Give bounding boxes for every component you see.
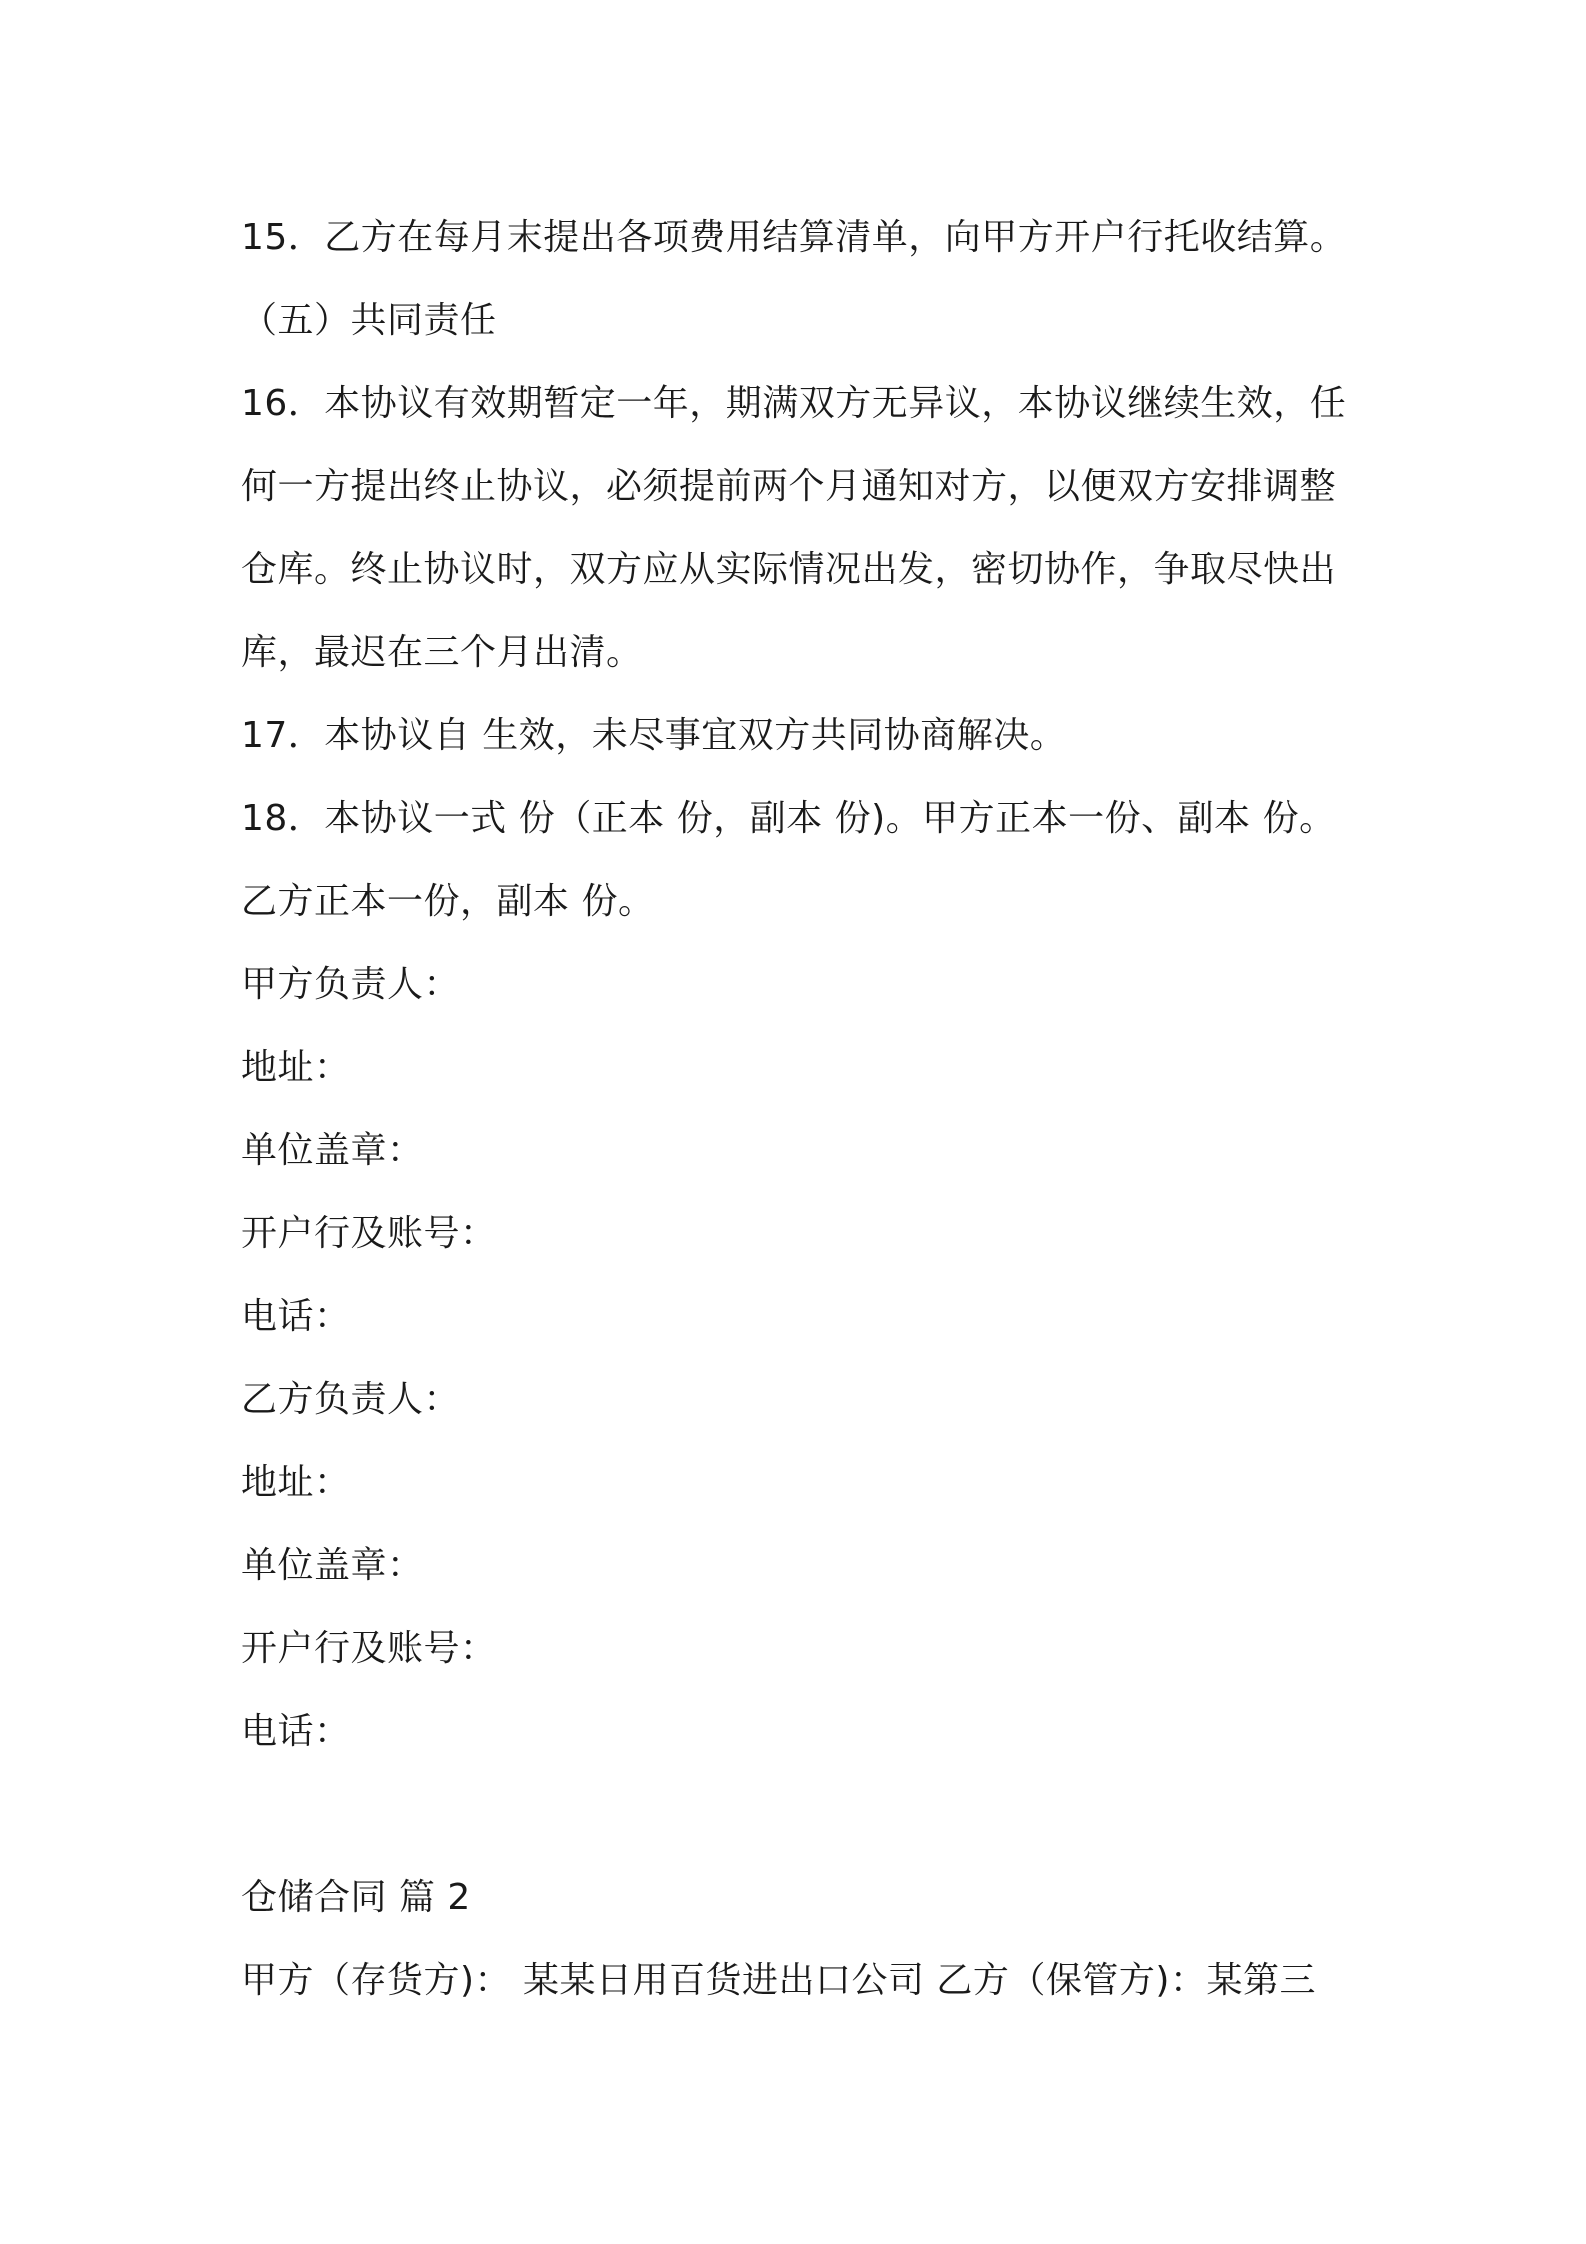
clause-16-line-2: 何一方提出终止协议，必须提前两个月通知对方，以便双方安排调整 xyxy=(241,466,1337,507)
party-b-address-label: 地址： xyxy=(241,1462,351,1503)
clause-16-line-1: 16．本协议有效期暂定一年，期满双方无异议，本协议继续生效，任 xyxy=(241,383,1347,424)
party-b-responsible-label: 乙方负责人： xyxy=(241,1379,461,1420)
clause-16-line-3: 仓库。终止协议时，双方应从实际情况出发，密切协作，争取尽快出 xyxy=(241,549,1337,590)
clause-17: 17．本协议自 生效，未尽事宜双方共同协商解决。 xyxy=(241,715,1067,756)
party-a-bank-label: 开户行及账号： xyxy=(241,1213,497,1254)
next-contract-title: 仓储合同 篇 2 xyxy=(241,1877,471,1918)
party-a-responsible-label: 甲方负责人： xyxy=(241,964,461,1005)
party-b-bank-label: 开户行及账号： xyxy=(241,1628,497,1669)
section-heading-joint-responsibility: （五）共同责任 xyxy=(241,300,497,341)
document-body xyxy=(241,196,1381,2022)
party-a-address-label: 地址： xyxy=(241,1047,351,1088)
clause-18-line-2: 乙方正本一份，副本 份。 xyxy=(241,881,655,922)
party-b-seal-label: 单位盖章： xyxy=(241,1545,424,1586)
section-spacer xyxy=(241,1773,1381,1856)
next-contract-parties: 甲方（存货方)： 某某日用百货进出口公司 乙方（保管方)：某第三 xyxy=(241,1960,1316,2001)
clause-18-line-1: 18．本协议一式 份（正本 份，副本 份)。甲方正本一份、副本 份。 xyxy=(241,798,1336,839)
party-a-seal-label: 单位盖章： xyxy=(241,1130,424,1171)
clause-15: 15．乙方在每月末提出各项费用结算清单，向甲方开户行托收结算。 xyxy=(241,217,1347,258)
party-b-phone-label: 电话： xyxy=(241,1711,351,1752)
clause-16-line-4: 库，最迟在三个月出清。 xyxy=(241,632,643,673)
party-a-phone-label: 电话： xyxy=(241,1296,351,1337)
